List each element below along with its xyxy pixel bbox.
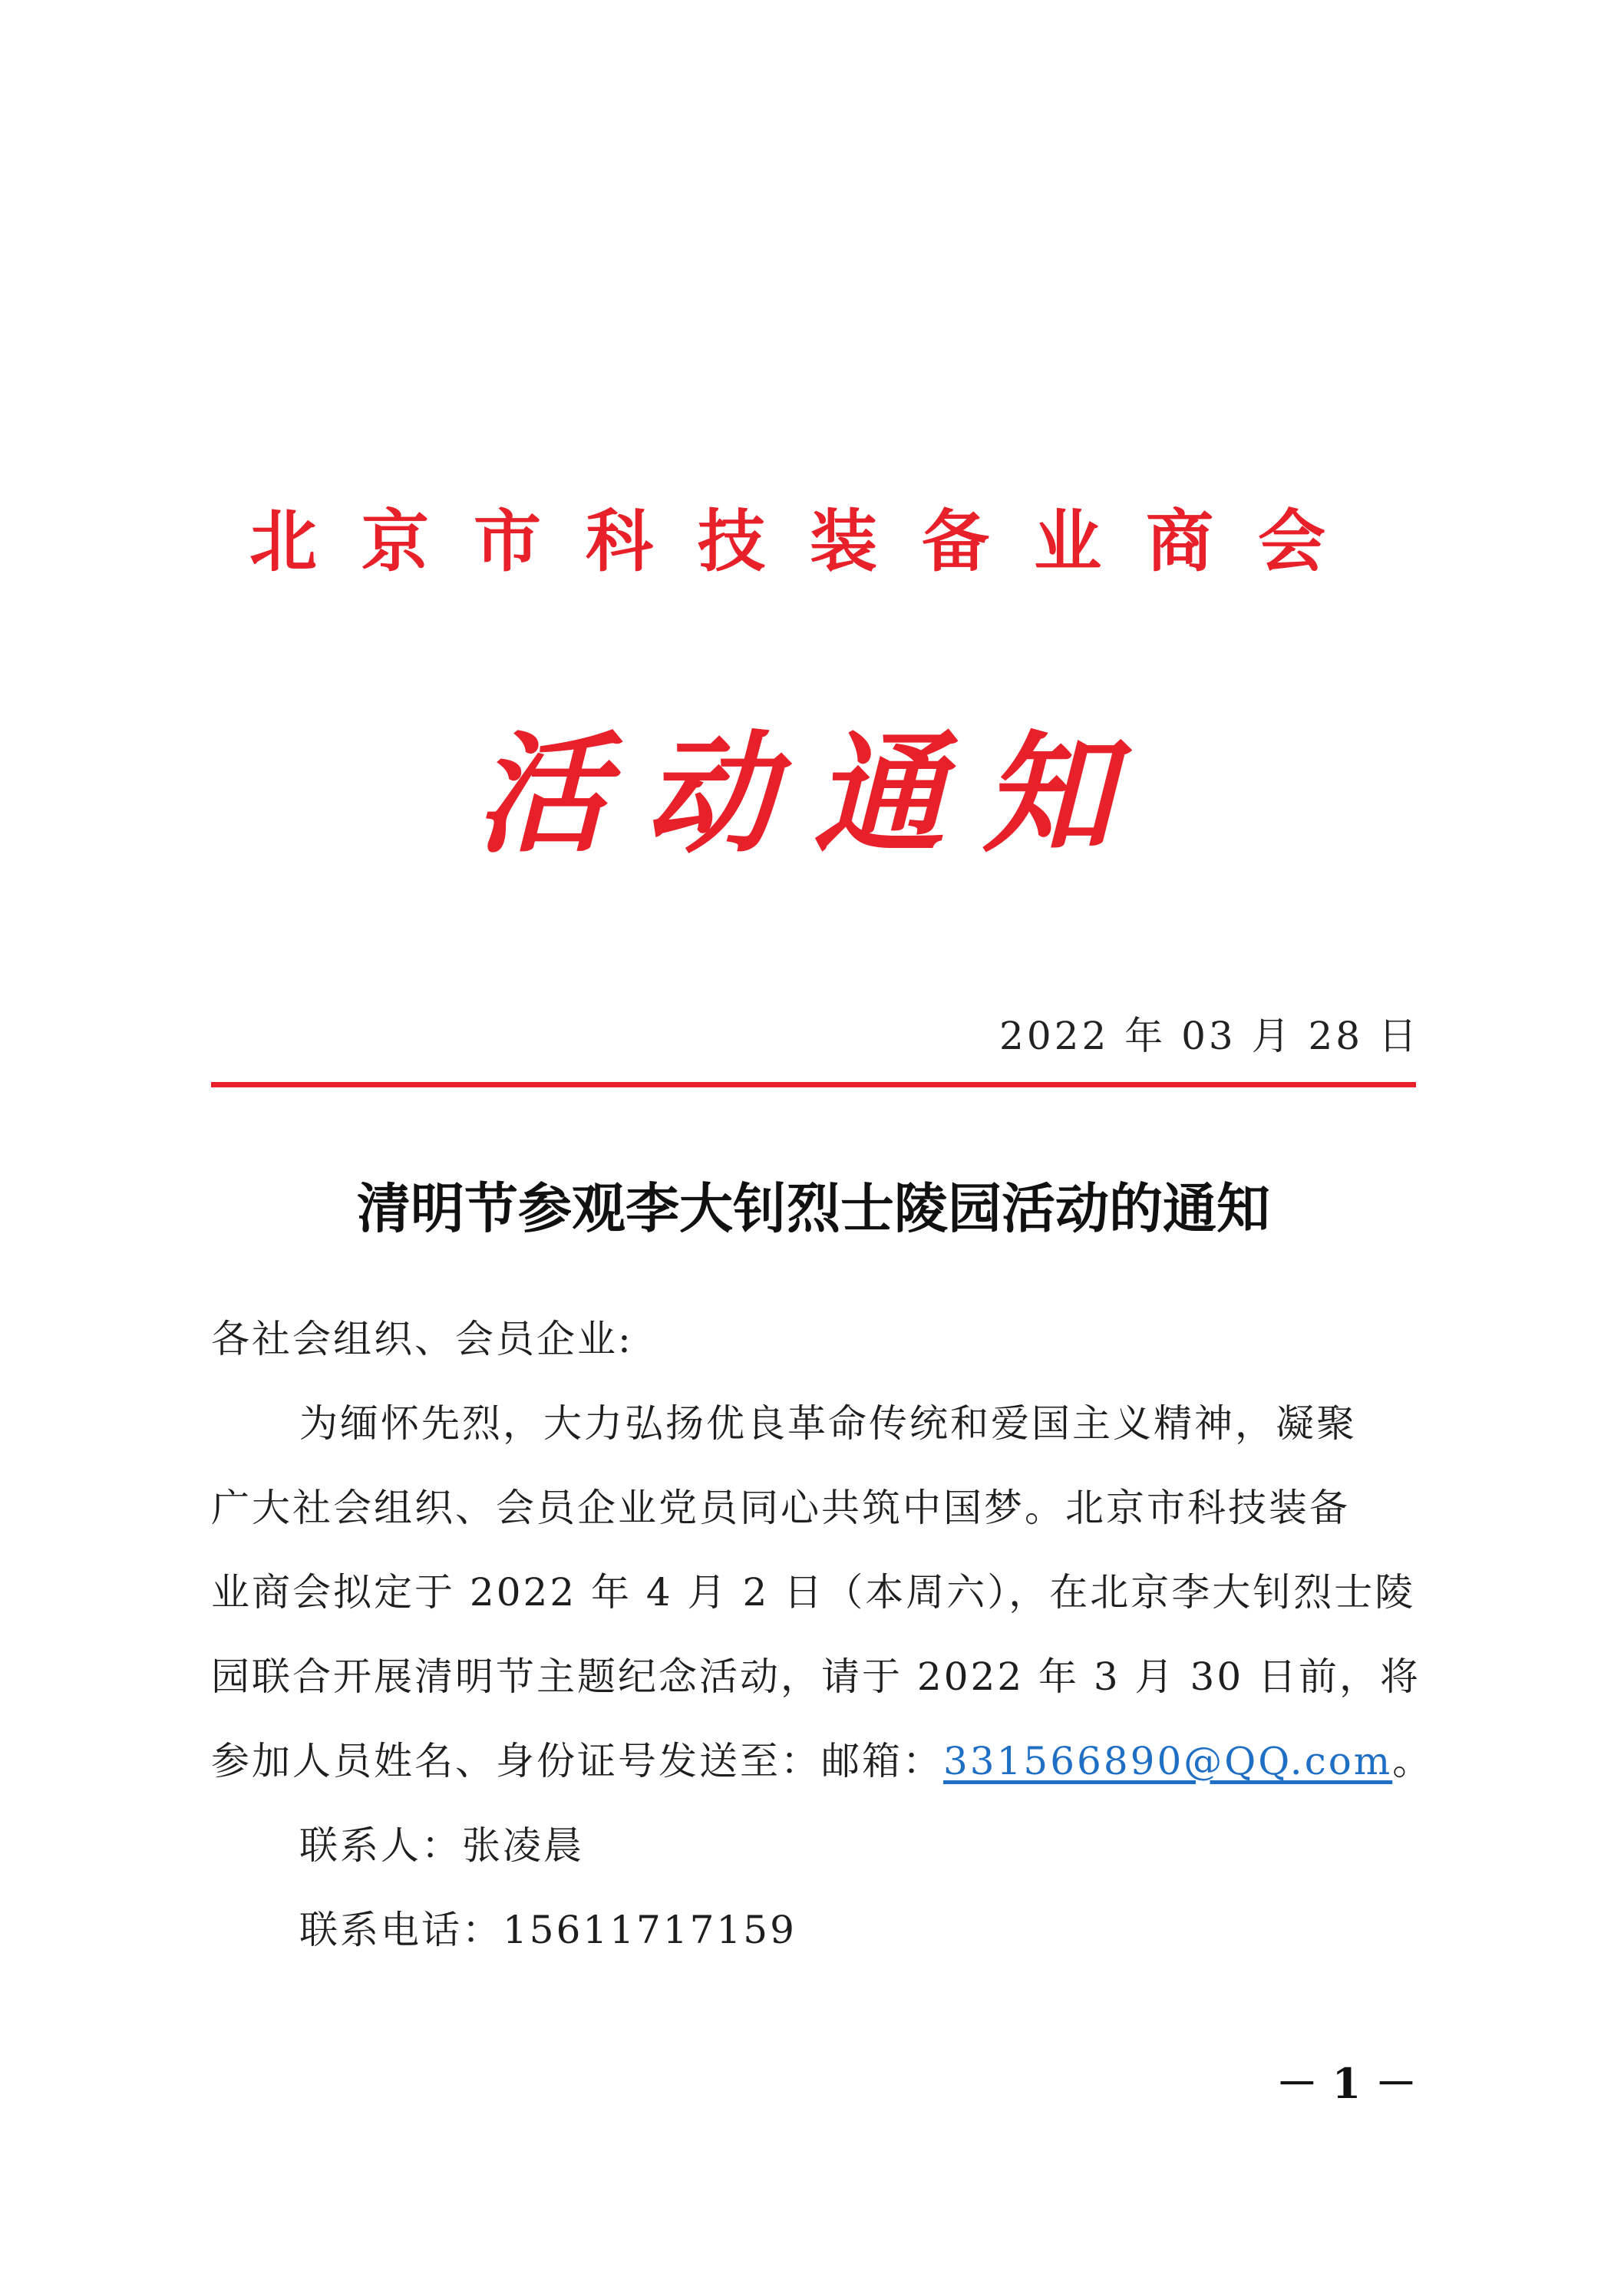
red-divider-line bbox=[211, 1082, 1416, 1087]
issue-date: 2022 年 03 月 28 日 bbox=[999, 1014, 1420, 1058]
notice-type-heading: 活动通知 bbox=[475, 718, 1151, 871]
salutation: 各社会组织、会员企业: bbox=[211, 1317, 633, 1361]
body-line-2: 广大社会组织、会员企业党员同心共筑中国梦。北京市科技装备 bbox=[211, 1486, 1350, 1530]
body-line-4: 园联合开展清明节主题纪念活动，请于 2022 年 3 月 30 日前，将 bbox=[211, 1654, 1421, 1699]
body-line-3: 业商会拟定于 2022 年 4 月 2 日（本周六），在北京李大钊烈士陵 bbox=[211, 1570, 1416, 1615]
organization-name: 北京市科技装备业商会 bbox=[249, 501, 1370, 581]
email-link[interactable]: 331566890@QQ.com bbox=[943, 1739, 1393, 1783]
contact-person: 联系人：张凌晨 bbox=[299, 1823, 584, 1868]
body-line-1: 为缅怀先烈，大力弘扬优良革命传统和爱国主义精神，凝聚 bbox=[299, 1401, 1357, 1446]
email-line bbox=[211, 1719, 1434, 1803]
page-number: － 1 － bbox=[1276, 2059, 1417, 2108]
email-line-suffix: 。 bbox=[1392, 1739, 1434, 1783]
document-title: 清明节参观李大钊烈士陵园活动的通知 bbox=[357, 1176, 1270, 1240]
contact-phone: 联系电话：15611717159 bbox=[299, 1908, 797, 1952]
email-line-prefix: 参加人员姓名、身份证号发送至：邮箱： bbox=[211, 1739, 943, 1783]
